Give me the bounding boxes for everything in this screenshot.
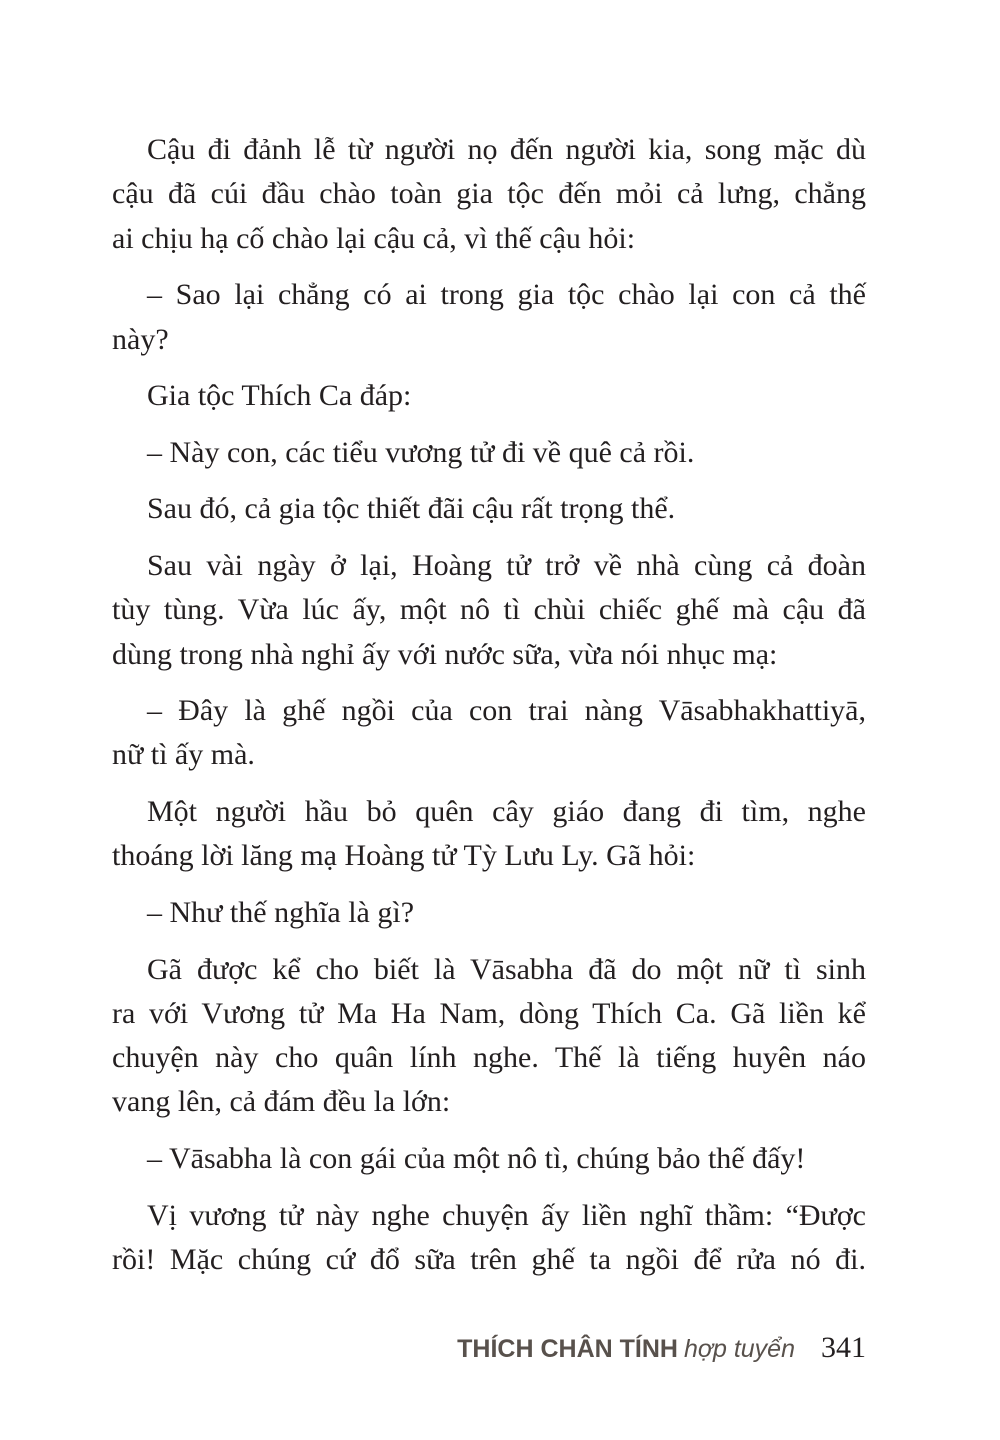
text-line: cậu đã cúi đầu chào toàn gia tộc đến mỏi cả lưng, chẳng [112, 177, 866, 211]
text-line: Sau vài ngày ở lại, Hoàng tử trở về nhà cùng cả đoàn [147, 548, 866, 582]
text-line: – Sao lại chẳng có ai trong gia tộc chào lại con cả thế [147, 278, 866, 312]
text-line: ra với Vương tử Ma Ha Nam, dòng Thích Ca. Gã liền kể [112, 996, 866, 1030]
text-line: chuyện này cho quân lính nghe. Thế là tiếng huyên náo [112, 1041, 866, 1075]
footer-author: THÍCH CHÂN TÍNH [457, 1335, 678, 1363]
text-line: – Vāsabha là con gái của một nô tì, chúng bảo thế đấy! [147, 1142, 806, 1175]
text-line: Gia tộc Thích Ca đáp: [147, 379, 412, 413]
page-number: 341 [821, 1331, 866, 1364]
text-line: Gã được kể cho biết là Vāsabha đã do một nữ tì sinh [147, 952, 866, 986]
text-line: thoáng lời lăng mạ Hoàng tử Tỳ Lưu Ly. Gã hỏi: [112, 839, 696, 873]
text-line: vang lên, cả đám đều la lớn: [112, 1085, 451, 1119]
text-line: – Này con, các tiểu vương tử đi về quê cả rồi. [147, 435, 695, 469]
text-line: rồi! Mặc chúng cứ đổ sữa trên ghế ta ngồi để rửa nó đi. [112, 1242, 866, 1276]
text-line: Sau đó, cả gia tộc thiết đãi cậu rất trọng thể. [147, 492, 676, 526]
text-line: dùng trong nhà nghỉ ấy với nước sữa, vừa nói nhục mạ: [112, 637, 778, 671]
text-line: – Đây là ghế ngồi của con trai nàng Vāsabhakhattiyā, [147, 694, 866, 728]
text-line: Cậu đi đảnh lễ từ người nọ đến người kia, song mặc dù [147, 133, 866, 166]
footer-series: hợp tuyển [683, 1335, 795, 1363]
page-footer [457, 1328, 866, 1368]
text-line: tùy tùng. Vừa lúc ấy, một nô tì chùi chiếc ghế mà cậu đã [112, 593, 866, 627]
text-line: này? [112, 322, 169, 356]
text-line: ai chịu hạ cố chào lại cậu cả, vì thế cậu hỏi: [112, 221, 636, 255]
text-line: Vị vương tử này nghe chuyện ấy liền nghĩ thầm: “Được [147, 1198, 866, 1232]
text-line: – Như thế nghĩa là gì? [147, 895, 415, 929]
text-line: nữ tì ấy mà. [112, 738, 255, 772]
text-line: Một người hầu bỏ quên cây giáo đang đi tìm, nghe [147, 795, 866, 828]
